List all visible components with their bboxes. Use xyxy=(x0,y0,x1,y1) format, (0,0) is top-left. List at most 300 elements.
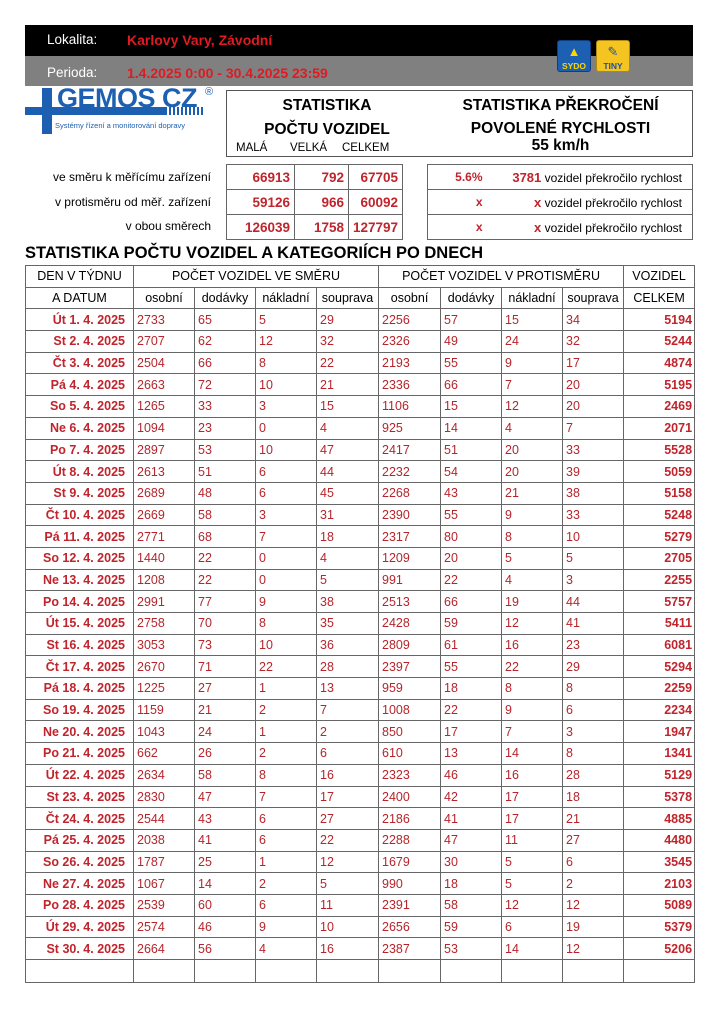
count-cell: 46 xyxy=(441,764,502,786)
count-cell: 991 xyxy=(379,569,441,591)
count-cell: 48 xyxy=(195,482,256,504)
table-row xyxy=(26,417,695,439)
count-cell: 3 xyxy=(563,721,624,743)
daily-table-body xyxy=(26,309,695,983)
count-cell: 5 xyxy=(563,547,624,569)
count-cell: 4 xyxy=(502,569,563,591)
count-cell: 73 xyxy=(195,634,256,656)
count-cell: 58 xyxy=(441,894,502,916)
count-cell: 21 xyxy=(195,699,256,721)
day-date-cell: Út 8. 4. 2025 xyxy=(26,461,134,483)
count-cell: 53 xyxy=(441,938,502,960)
count-cell: 0 xyxy=(256,417,317,439)
count-cell: 24 xyxy=(502,331,563,353)
registered-mark: ® xyxy=(205,86,214,98)
count-cell xyxy=(379,960,441,983)
count-cell: 24 xyxy=(195,721,256,743)
count-cell: 8 xyxy=(256,352,317,374)
summary-row: 66913 792 67705 xyxy=(227,165,403,190)
count-cell: 1225 xyxy=(134,678,195,700)
summary-row: 59126 966 60092 xyxy=(227,190,403,215)
count-cell: 2574 xyxy=(134,916,195,938)
count-cell: 60 xyxy=(195,894,256,916)
period-bar xyxy=(25,56,693,86)
table-row xyxy=(26,634,695,656)
total-cell: 5158 xyxy=(624,482,695,504)
count-cell: 12 xyxy=(502,894,563,916)
gemos-logo xyxy=(25,83,225,136)
count-cell: 8 xyxy=(256,764,317,786)
count-cell: 16 xyxy=(317,938,379,960)
count-cell: 5 xyxy=(317,569,379,591)
count-cell: 925 xyxy=(379,417,441,439)
count-cell: 4 xyxy=(502,417,563,439)
count-cell: 2 xyxy=(256,699,317,721)
count-cell: 22 xyxy=(441,569,502,591)
total-cell: 5411 xyxy=(624,613,695,635)
table-row xyxy=(26,721,695,743)
daily-table xyxy=(25,265,695,983)
stats-header-box xyxy=(226,90,693,157)
count-cell: 2669 xyxy=(134,504,195,526)
count-cell: 12 xyxy=(563,938,624,960)
count-cell: 4 xyxy=(317,417,379,439)
count-cell: 23 xyxy=(563,634,624,656)
count-cell: 10 xyxy=(256,374,317,396)
count-cell: 3 xyxy=(256,396,317,418)
count-cell: 6 xyxy=(256,894,317,916)
day-date-cell: So 26. 4. 2025 xyxy=(26,851,134,873)
speed-limit: 55 km/h xyxy=(531,137,590,154)
count-cell: 18 xyxy=(441,678,502,700)
count-cell: 2 xyxy=(317,721,379,743)
count-cell: 21 xyxy=(317,374,379,396)
table-row xyxy=(26,873,695,895)
count-cell: 7 xyxy=(256,526,317,548)
day-date-cell: Po 28. 4. 2025 xyxy=(26,894,134,916)
count-cell: 1208 xyxy=(134,569,195,591)
count-cell: 42 xyxy=(441,786,502,808)
count-cell: 2417 xyxy=(379,439,441,461)
count-cell: 58 xyxy=(195,764,256,786)
count-cell: 2830 xyxy=(134,786,195,808)
sydo-badge: ▲ SYDO xyxy=(557,40,591,72)
count-cell: 51 xyxy=(195,461,256,483)
table-row xyxy=(26,482,695,504)
count-cell: 2991 xyxy=(134,591,195,613)
count-cell: 662 xyxy=(134,743,195,765)
count-cell: 66 xyxy=(441,374,502,396)
total-cell: 4480 xyxy=(624,829,695,851)
col-group-opposite: POČET VOZIDEL V PROTISMĚRU xyxy=(379,266,624,288)
count-cell: 8 xyxy=(563,743,624,765)
count-cell: 18 xyxy=(317,526,379,548)
count-cell: 1 xyxy=(256,851,317,873)
day-date-cell: Ne 6. 4. 2025 xyxy=(26,417,134,439)
table-row xyxy=(26,396,695,418)
count-cell: 49 xyxy=(441,331,502,353)
count-cell: 55 xyxy=(441,504,502,526)
count-cell: 3 xyxy=(563,569,624,591)
count-cell: 35 xyxy=(317,613,379,635)
count-cell: 47 xyxy=(195,786,256,808)
total-cell: 4885 xyxy=(624,808,695,830)
count-cell: 2268 xyxy=(379,482,441,504)
count-cell: 10 xyxy=(256,439,317,461)
location-label: Lokalita: xyxy=(47,32,98,47)
total-cell: 2234 xyxy=(624,699,695,721)
day-date-cell: Po 14. 4. 2025 xyxy=(26,591,134,613)
count-cell: 21 xyxy=(502,482,563,504)
count-title-1: STATISTIKA xyxy=(282,97,372,114)
summary-row: 126039 1758 127797 xyxy=(227,215,403,240)
count-cell: 2397 xyxy=(379,656,441,678)
count-cell: 2288 xyxy=(379,829,441,851)
count-cell: 1787 xyxy=(134,851,195,873)
count-cell: 29 xyxy=(317,309,379,331)
count-cell: 45 xyxy=(317,482,379,504)
count-cell: 17 xyxy=(502,786,563,808)
count-cell: 14 xyxy=(502,743,563,765)
count-cell: 2390 xyxy=(379,504,441,526)
count-cell: 2539 xyxy=(134,894,195,916)
day-date-cell: Čt 10. 4. 2025 xyxy=(26,504,134,526)
day-date-cell: Čt 3. 4. 2025 xyxy=(26,352,134,374)
count-cell: 59 xyxy=(441,916,502,938)
count-cell: 39 xyxy=(563,461,624,483)
count-cell: 44 xyxy=(563,591,624,613)
count-cell: 6 xyxy=(256,829,317,851)
count-cell: 2634 xyxy=(134,764,195,786)
location-bar xyxy=(25,25,693,56)
table-row xyxy=(26,591,695,613)
table-row xyxy=(26,938,695,960)
total-cell: 1341 xyxy=(624,743,695,765)
count-cell: 58 xyxy=(195,504,256,526)
count-cell: 2336 xyxy=(379,374,441,396)
count-cell: 2758 xyxy=(134,613,195,635)
count-cell: 1008 xyxy=(379,699,441,721)
count-cell: 33 xyxy=(563,439,624,461)
day-date-cell: Pá 18. 4. 2025 xyxy=(26,678,134,700)
table-row xyxy=(26,309,695,331)
count-cell: 2 xyxy=(256,873,317,895)
count-cell: 41 xyxy=(195,829,256,851)
count-cell: 17 xyxy=(441,721,502,743)
count-cell: 38 xyxy=(563,482,624,504)
count-cell: 27 xyxy=(317,808,379,830)
total-cell: 3545 xyxy=(624,851,695,873)
daily-table-title: STATISTIKA POČTU VOZIDEL A KATEGORIÍCH PO DNECH xyxy=(25,244,484,262)
count-cell: 65 xyxy=(195,309,256,331)
day-date-cell: Pá 4. 4. 2025 xyxy=(26,374,134,396)
count-cell: 22 xyxy=(317,352,379,374)
count-cell: 22 xyxy=(256,656,317,678)
count-cell xyxy=(317,960,379,983)
count-cell: 7 xyxy=(563,417,624,439)
count-cell: 850 xyxy=(379,721,441,743)
count-cell xyxy=(134,960,195,983)
total-cell: 5757 xyxy=(624,591,695,613)
speed-row: x x vozidel překročilo rychlost xyxy=(428,215,693,240)
day-date-cell: Po 7. 4. 2025 xyxy=(26,439,134,461)
table-row xyxy=(26,894,695,916)
total-cell: 5248 xyxy=(624,504,695,526)
count-cell: 9 xyxy=(502,504,563,526)
day-date-cell: Po 21. 4. 2025 xyxy=(26,743,134,765)
document-pen-icon: ✎ xyxy=(607,44,619,59)
count-cell: 41 xyxy=(441,808,502,830)
count-cell: 2038 xyxy=(134,829,195,851)
col-small: MALÁ xyxy=(236,142,268,154)
count-cell: 47 xyxy=(317,439,379,461)
day-date-cell: Pá 11. 4. 2025 xyxy=(26,526,134,548)
table-row xyxy=(26,916,695,938)
count-cell: 44 xyxy=(317,461,379,483)
count-cell: 2809 xyxy=(379,634,441,656)
count-cell: 20 xyxy=(563,374,624,396)
count-cell: 5 xyxy=(502,547,563,569)
count-cell: 16 xyxy=(317,764,379,786)
count-cell xyxy=(195,960,256,983)
count-cell: 51 xyxy=(441,439,502,461)
count-cell: 2400 xyxy=(379,786,441,808)
count-cell: 27 xyxy=(563,829,624,851)
count-cell: 1106 xyxy=(379,396,441,418)
total-cell: 5244 xyxy=(624,331,695,353)
count-cell: 11 xyxy=(317,894,379,916)
summary-label-opposite: v protisměru od měř. zařízení xyxy=(54,195,211,209)
count-cell: 4 xyxy=(317,547,379,569)
count-cell xyxy=(256,960,317,983)
count-cell: 1 xyxy=(256,678,317,700)
count-cell: 31 xyxy=(317,504,379,526)
total-cell: 2705 xyxy=(624,547,695,569)
total-cell xyxy=(624,960,695,983)
day-date-cell: St 9. 4. 2025 xyxy=(26,482,134,504)
count-cell: 13 xyxy=(317,678,379,700)
total-cell: 5089 xyxy=(624,894,695,916)
day-date-cell: Ne 27. 4. 2025 xyxy=(26,873,134,895)
total-cell: 5206 xyxy=(624,938,695,960)
count-cell: 10 xyxy=(317,916,379,938)
speed-summary-table xyxy=(427,164,693,240)
total-cell: 5129 xyxy=(624,764,695,786)
summary-label-direction: ve směru k měřícímu zařízení xyxy=(52,170,211,184)
count-cell: 2707 xyxy=(134,331,195,353)
day-date-cell: Ne 20. 4. 2025 xyxy=(26,721,134,743)
day-date-cell: So 12. 4. 2025 xyxy=(26,547,134,569)
count-cell: 14 xyxy=(195,873,256,895)
count-cell: 41 xyxy=(563,613,624,635)
total-cell: 5528 xyxy=(624,439,695,461)
count-cell: 2664 xyxy=(134,938,195,960)
count-cell: 22 xyxy=(317,829,379,851)
count-cell: 54 xyxy=(441,461,502,483)
count-cell: 2670 xyxy=(134,656,195,678)
count-cell: 1440 xyxy=(134,547,195,569)
count-cell: 2186 xyxy=(379,808,441,830)
day-date-cell: St 30. 4. 2025 xyxy=(26,938,134,960)
count-cell: 20 xyxy=(502,461,563,483)
day-date-cell: Út 22. 4. 2025 xyxy=(26,764,134,786)
table-row xyxy=(26,699,695,721)
total-cell: 5194 xyxy=(624,309,695,331)
table-row xyxy=(26,960,695,983)
speed-title-1: STATISTIKA PŘEKROČENÍ xyxy=(462,97,659,114)
table-row xyxy=(26,613,695,635)
count-cell: 2391 xyxy=(379,894,441,916)
count-cell: 14 xyxy=(441,417,502,439)
count-cell: 2656 xyxy=(379,916,441,938)
table-row xyxy=(26,331,695,353)
count-cell: 32 xyxy=(317,331,379,353)
count-cell: 4 xyxy=(256,938,317,960)
total-cell: 5294 xyxy=(624,656,695,678)
count-cell: 22 xyxy=(195,547,256,569)
count-cell: 22 xyxy=(195,569,256,591)
count-cell: 18 xyxy=(563,786,624,808)
table-row xyxy=(26,352,695,374)
day-date-cell: Út 15. 4. 2025 xyxy=(26,613,134,635)
count-cell: 8 xyxy=(502,526,563,548)
count-cell: 6 xyxy=(256,482,317,504)
count-cell: 12 xyxy=(502,613,563,635)
tiny-badge: ✎ TINY xyxy=(596,40,630,72)
table-row xyxy=(26,547,695,569)
table-row xyxy=(26,829,695,851)
summary-count-table xyxy=(226,164,403,240)
table-row xyxy=(26,526,695,548)
count-cell: 2232 xyxy=(379,461,441,483)
count-cell: 2513 xyxy=(379,591,441,613)
period-value: 1.4.2025 0:00 - 30.4.2025 23:59 xyxy=(127,65,328,81)
count-cell: 8 xyxy=(256,613,317,635)
count-cell: 36 xyxy=(317,634,379,656)
count-cell: 2733 xyxy=(134,309,195,331)
count-cell: 2897 xyxy=(134,439,195,461)
count-cell: 2663 xyxy=(134,374,195,396)
count-cell: 6 xyxy=(563,851,624,873)
count-cell: 77 xyxy=(195,591,256,613)
count-cell: 15 xyxy=(502,309,563,331)
table-row xyxy=(26,461,695,483)
logo-subtitle: Systémy řízení a monitorování dopravy xyxy=(55,121,186,130)
count-cell: 70 xyxy=(195,613,256,635)
count-cell: 2428 xyxy=(379,613,441,635)
count-cell: 19 xyxy=(563,916,624,938)
day-date-cell: So 5. 4. 2025 xyxy=(26,396,134,418)
count-cell: 1 xyxy=(256,721,317,743)
count-cell: 1043 xyxy=(134,721,195,743)
count-cell: 5 xyxy=(502,873,563,895)
count-cell: 20 xyxy=(441,547,502,569)
header-row-2: A DATUM osobní dodávky nákladní souprava osobní dodávky nákladní souprava CELKEM xyxy=(26,287,695,309)
day-date-cell: So 19. 4. 2025 xyxy=(26,699,134,721)
count-cell: 72 xyxy=(195,374,256,396)
count-cell: 15 xyxy=(317,396,379,418)
count-cell: 6 xyxy=(502,916,563,938)
count-cell: 2 xyxy=(256,743,317,765)
count-cell: 8 xyxy=(563,678,624,700)
count-cell: 68 xyxy=(195,526,256,548)
col-large: VELKÁ xyxy=(290,142,328,154)
table-row xyxy=(26,439,695,461)
count-cell: 17 xyxy=(317,786,379,808)
count-cell: 23 xyxy=(195,417,256,439)
count-cell: 14 xyxy=(502,938,563,960)
count-cell: 11 xyxy=(502,829,563,851)
count-cell: 16 xyxy=(502,764,563,786)
day-date-cell: Čt 17. 4. 2025 xyxy=(26,656,134,678)
count-cell: 1679 xyxy=(379,851,441,873)
count-cell: 10 xyxy=(563,526,624,548)
count-cell: 12 xyxy=(317,851,379,873)
count-cell: 0 xyxy=(256,569,317,591)
count-cell: 7 xyxy=(317,699,379,721)
table-row xyxy=(26,786,695,808)
speed-title-2: POVOLENÉ RYCHLOSTI xyxy=(470,120,651,137)
total-cell: 2469 xyxy=(624,396,695,418)
count-cell xyxy=(502,960,563,983)
total-cell: 5378 xyxy=(624,786,695,808)
count-cell: 62 xyxy=(195,331,256,353)
total-cell: 5379 xyxy=(624,916,695,938)
count-cell: 1265 xyxy=(134,396,195,418)
count-cell: 2317 xyxy=(379,526,441,548)
total-cell: 5195 xyxy=(624,374,695,396)
count-cell: 22 xyxy=(441,699,502,721)
count-cell: 3 xyxy=(256,504,317,526)
count-cell: 20 xyxy=(563,396,624,418)
count-cell: 959 xyxy=(379,678,441,700)
count-cell: 12 xyxy=(502,396,563,418)
count-cell: 990 xyxy=(379,873,441,895)
table-row xyxy=(26,569,695,591)
logo-cross-vertical xyxy=(42,88,52,134)
table-row xyxy=(26,678,695,700)
count-cell: 2504 xyxy=(134,352,195,374)
logo-name: GEMOS CZ xyxy=(57,83,198,113)
count-cell: 3053 xyxy=(134,634,195,656)
day-date-cell: St 23. 4. 2025 xyxy=(26,786,134,808)
count-cell: 2256 xyxy=(379,309,441,331)
count-cell: 55 xyxy=(441,656,502,678)
table-row xyxy=(26,504,695,526)
count-cell: 5 xyxy=(502,851,563,873)
day-date-cell: St 16. 4. 2025 xyxy=(26,634,134,656)
count-cell: 80 xyxy=(441,526,502,548)
total-cell: 2103 xyxy=(624,873,695,895)
count-title-2: POČTU VOZIDEL xyxy=(264,121,390,138)
table-row xyxy=(26,764,695,786)
table-row xyxy=(26,374,695,396)
count-cell: 9 xyxy=(502,699,563,721)
table-row xyxy=(26,808,695,830)
count-cell: 43 xyxy=(195,808,256,830)
count-cell: 13 xyxy=(441,743,502,765)
count-cell: 7 xyxy=(502,374,563,396)
count-cell: 2387 xyxy=(379,938,441,960)
count-cell: 47 xyxy=(441,829,502,851)
col-total: CELKEM xyxy=(342,142,390,154)
count-cell: 21 xyxy=(563,808,624,830)
day-date-cell xyxy=(26,960,134,983)
count-cell: 26 xyxy=(195,743,256,765)
count-cell: 33 xyxy=(563,504,624,526)
table-row xyxy=(26,656,695,678)
count-cell: 61 xyxy=(441,634,502,656)
